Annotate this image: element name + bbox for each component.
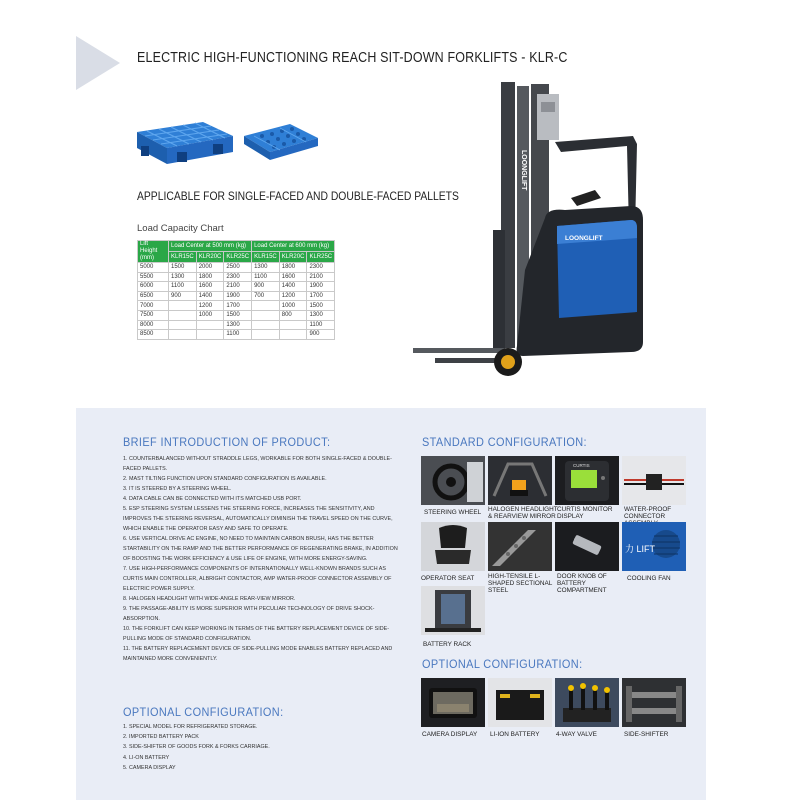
capacity-cell: 1900 (224, 291, 252, 301)
battery-rack-label: BATTERY RACK (423, 641, 472, 648)
load-center-500-header: Load Center at 500 mm (kg) (169, 241, 252, 252)
camera-display-label: CAMERA DISPLAY (422, 731, 478, 738)
optional-list-item: 5. CAMERA DISPLAY (123, 764, 176, 771)
capacity-cell (169, 310, 197, 320)
capacity-cell (252, 330, 280, 340)
capacity-cell (196, 320, 224, 330)
table-row (138, 301, 335, 311)
capacity-cell: 1000 (196, 310, 224, 320)
capacity-cell: 1800 (196, 272, 224, 282)
camera-display-thumb (421, 678, 485, 727)
brief-item: 2. MAST TILTING FUNCTION UPON STANDARD CONFIGURATION IS AVAILABLE. (123, 476, 327, 482)
load-chart-title: Load Capacity Chart (137, 223, 224, 234)
capacity-cell: 1900 (307, 282, 335, 292)
optional-list-item: 4. LI-ON BATTERY (123, 754, 170, 761)
capacity-cell: 1200 (196, 301, 224, 311)
capacity-cell: 1300 (307, 310, 335, 320)
table-row (138, 282, 335, 292)
optional-heading: OPTIONAL CONFIGURATION: (422, 659, 583, 671)
load-center-600-header: Load Center at 600 mm (kg) (252, 241, 335, 252)
brief-item: 6. USE VERTICAL DRIVE AC ENGINE, NO NEED TO MAINTAIN CARBON BRUSH, HAS THE BETTER STARTABILITY ON THE RAMP AND THE BETTER PERFORMANCE OF REGENERATING BRAKE, IN ADDITION OF BOOSTING THE WORK EFFICIENCY & USE LIFE OF ENGINE, WITH MORE ENERGY-SAVING. (123, 536, 398, 562)
capacity-cell: 900 (307, 330, 335, 340)
water-proof-connector-label: WATER-PROOF CONNECTOR (624, 506, 672, 520)
header-arrow-icon (76, 36, 120, 90)
capacity-cell: 1100 (307, 320, 335, 330)
standard-heading: STANDARD CONFIGURATION: (422, 437, 587, 449)
table-row (138, 272, 335, 282)
brief-heading: BRIEF INTRODUCTION OF PRODUCT: (123, 437, 331, 449)
capacity-cell: 1700 (307, 291, 335, 301)
curtis-monitor-label: CURTIS MONITOR DISPLAY (557, 506, 613, 520)
brief-item: 1. COUNTERBALANCED WITHOUT STRADDLE LEGS, WORKABLE FOR BOTH SINGLE-FACED & DOUBLE-FACED PALLETS. (123, 456, 392, 472)
capacity-cell: 1000 (279, 301, 307, 311)
l-shaped-steel-thumb (488, 522, 552, 571)
capacity-cell: 1300 (169, 272, 197, 282)
brief-item: 9. THE PASSAGE-ABILITY IS MORE SUPERIOR WITH PECULIAR TECHNOLOGY OF DRIVE SHOCK-ABSORPTION. (123, 606, 375, 622)
model-header: KLR25C (307, 252, 335, 263)
lift-height-cell: 8500 (138, 330, 169, 340)
steering-wheel-label: STEERING WHEEL (424, 509, 482, 516)
capacity-cell (252, 301, 280, 311)
li-ion-battery-thumb (488, 678, 552, 727)
lift-height-cell: 8000 (138, 320, 169, 330)
lift-height-cell: 5500 (138, 272, 169, 282)
capacity-cell: 1300 (252, 263, 280, 273)
cooling-fan-thumb (622, 522, 686, 571)
capacity-cell: 1100 (169, 282, 197, 292)
capacity-cell (169, 301, 197, 311)
body-brand-text: LOONGLIFT (565, 235, 603, 242)
model-header: KLR15C (169, 252, 197, 263)
capacity-cell (252, 310, 280, 320)
capacity-cell: 1800 (279, 263, 307, 273)
capacity-cell (169, 330, 197, 340)
curtis-screen-text: CURTIS (573, 463, 590, 468)
load-capacity-table (137, 240, 335, 340)
halogen-headlight-thumb (488, 456, 552, 505)
model-header: KLR25C (224, 252, 252, 263)
capacity-cell: 2100 (307, 272, 335, 282)
capacity-cell: 1500 (224, 310, 252, 320)
capacity-cell: 1100 (224, 330, 252, 340)
page-title: ELECTRIC HIGH-FUNCTIONING REACH SIT-DOWN FORKLIFTS - KLR-C (137, 50, 568, 66)
capacity-cell: 1600 (279, 272, 307, 282)
capacity-cell: 2100 (224, 282, 252, 292)
capacity-cell (279, 330, 307, 340)
table-row (138, 291, 335, 301)
capacity-cell: 1500 (307, 301, 335, 311)
mast-brand-text: LOONGLIFT (520, 150, 527, 191)
optional-list-item: 1. SPECIAL MODEL FOR REFRIGERATED STORAGE. (123, 724, 258, 730)
lift-height-cell: 7500 (138, 310, 169, 320)
table-row (138, 263, 335, 273)
optional-list (123, 722, 398, 773)
capacity-cell: 1100 (252, 272, 280, 282)
lift-height-cell: 7000 (138, 301, 169, 311)
brief-item: 7. USE HIGH-PERFORMANCE COMPONENTS OF INTERNATIONALLY WELL-KNOWN BRANDS SUCH AS CURTIS MAIN CONTROLLER, ALBRIGHT CONTACTOR, AMP WATER-PROOF CONNECTOR ASSEMBLY OF ELECTRIC POWER SUPPLY. (123, 566, 392, 592)
capacity-cell: 2300 (224, 272, 252, 282)
lift-height-cell: 5000 (138, 263, 169, 273)
cooling-fan-label: COOLING FAN (627, 575, 671, 582)
capacity-cell (196, 330, 224, 340)
optional-list-heading: OPTIONAL CONFIGURATION: (123, 707, 284, 719)
curtis-monitor-thumb (555, 456, 619, 505)
capacity-cell: 1700 (224, 301, 252, 311)
capacity-cell: 900 (169, 291, 197, 301)
forklift-klr-c-image (405, 80, 650, 380)
capacity-cell: 1500 (169, 263, 197, 273)
capacity-cell: 1400 (279, 282, 307, 292)
lift-height-cell: 6000 (138, 282, 169, 292)
steering-wheel-thumb (421, 456, 485, 505)
capacity-cell: 1300 (224, 320, 252, 330)
capacity-cell: 800 (279, 310, 307, 320)
optional-list-item: 2. IMPORTED BATTERY PACK (123, 734, 199, 741)
table-row (138, 310, 335, 320)
model-header: KLR20C (279, 252, 307, 263)
operator-seat-label: OPERATOR SEAT (421, 575, 475, 582)
water-proof-connector-thumb (622, 456, 686, 505)
capacity-cell: 1200 (279, 291, 307, 301)
operator-seat-thumb (421, 522, 485, 571)
lift-height-header: Lift Height (mm) (138, 241, 169, 263)
four-way-valve-thumb (555, 678, 619, 727)
brief-item: 5. ESP STEERING SYSTEM LESSENS THE STEERING FORCE, INCREASES THE SENSITIVITY, AND IMPROVES THE STEERING REVERSAL, AUTOMATICALLY DIMINISH THE TRAVEL SPEED ON THE CURVE, WHICH ENABLE THE OPERATOR EASY AND SAFE TO OPERATE. (123, 506, 393, 532)
li-ion-battery-label: LI-ION BATTERY (490, 731, 540, 738)
battery-rack-thumb (421, 586, 485, 635)
side-shifter-thumb (622, 678, 686, 727)
plastic-pallet-image-2 (240, 118, 320, 170)
model-header: KLR20C (196, 252, 224, 263)
capacity-cell (279, 320, 307, 330)
door-knob-label: DOOR KNOB OF BATTERY COMPARTMENT (557, 573, 607, 594)
brief-item: 4. DATA CABLE CAN BE CONNECTED WITH ITS MATCHED USB PORT. (123, 496, 302, 502)
lift-height-cell: 6500 (138, 291, 169, 301)
capacity-cell: 1600 (196, 282, 224, 292)
capacity-cell: 2300 (307, 263, 335, 273)
brief-item: 8. HALOGEN HEADLIGHT WITH WIDE-ANGLE REAR-VIEW MIRROR. (123, 596, 296, 602)
pallets-caption: APPLICABLE FOR SINGLE-FACED AND DOUBLE-FACED PALLETS (137, 191, 459, 203)
side-shifter-label: SIDE-SHIFTER (624, 731, 669, 738)
door-knob-thumb (555, 522, 619, 571)
capacity-cell: 2500 (224, 263, 252, 273)
halogen-headlight-label: HALOGEN HEADLIGHT & REARVIEW MIRROR (488, 506, 558, 520)
capacity-cell (252, 320, 280, 330)
capacity-cell: 700 (252, 291, 280, 301)
brief-item: 11. THE BATTERY REPLACEMENT DEVICE OF SIDE-PULLING MODE ENABLES BATTERY REPLACED AND MAINTAINED MORE CONVENIENTLY. (123, 646, 393, 662)
cooling-fan-logo-text: 力 LIFT (625, 544, 656, 554)
capacity-cell: 900 (252, 282, 280, 292)
capacity-cell (169, 320, 197, 330)
brief-item: 10. THE FORKLIFT CAN KEEP WORKING IN TERMS OF THE BATTERY REPLACEMENT DEVICE OF SIDE-PULLING MODE OF STANDARD CONFIGURATION. (123, 626, 389, 642)
plastic-pallet-image-1 (133, 118, 237, 170)
model-header: KLR15C (252, 252, 280, 263)
table-row (138, 320, 335, 330)
l-shaped-steel-label: HIGH-TENSILE L-SHAPED SECTIONAL STEEL (488, 573, 553, 594)
four-way-valve-label: 4-WAY VALVE (556, 731, 597, 738)
capacity-cell: 1400 (196, 291, 224, 301)
optional-list-item: 3. SIDE-SHIFTER OF GOODS FORK & FORKS CARRIAGE. (123, 744, 270, 751)
capacity-cell: 2000 (196, 263, 224, 273)
brief-item: 3. IT IS STEERED BY A STEERING WHEEL. (123, 486, 232, 492)
table-row (138, 330, 335, 340)
brief-list (123, 454, 398, 664)
